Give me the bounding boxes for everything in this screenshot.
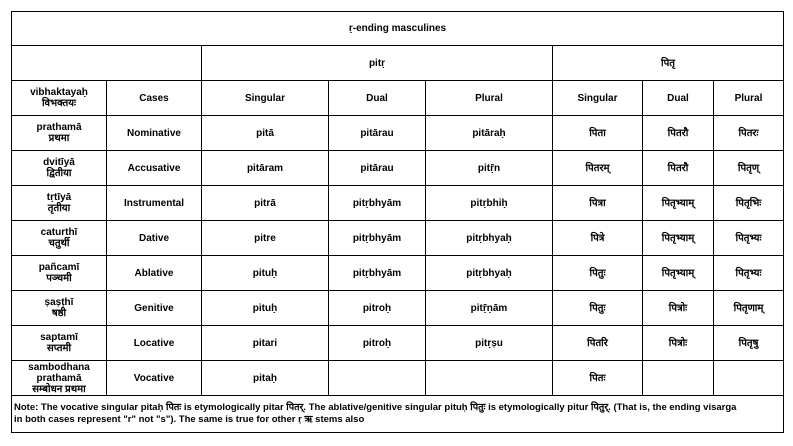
case-name-devanagari: पञ्चमी — [46, 273, 72, 284]
form-plural-latin: pitṛbhiḥ — [426, 186, 553, 221]
table-row — [12, 326, 784, 361]
case-name-devanagari: द्वितीया — [46, 168, 72, 179]
empty-cell — [643, 361, 714, 396]
form-dual-latin: pitārau — [329, 151, 426, 186]
form-singular-devanagari: पित्रा — [553, 186, 643, 221]
case-label: Accusative — [107, 151, 202, 186]
form-singular-latin: pitrā — [202, 186, 329, 221]
stem-header-devanagari: पितृ — [553, 46, 784, 81]
empty-cell — [426, 361, 553, 396]
case-name-latin: ṣaṣṭhī — [44, 297, 74, 308]
form-dual-devanagari: पितृभ्याम् — [643, 186, 714, 221]
form-dual-latin: pitārau — [329, 116, 426, 151]
footnote — [12, 396, 784, 433]
form-plural-latin: pitṝṇām — [426, 291, 553, 326]
case-label: Genitive — [107, 291, 202, 326]
footnote-line: in both cases represent "r" not "s"). The same is true for other ṛ ऋ stems also — [14, 414, 365, 425]
case-name-latin: tṛtīyā — [46, 192, 72, 203]
plural-header-devanagari: Plural — [714, 81, 784, 116]
declension-table-container — [11, 11, 784, 433]
form-plural-devanagari: पितृषु — [714, 326, 784, 361]
case-name-devanagari: चतुर्थी — [48, 238, 70, 249]
plural-header-latin: Plural — [426, 81, 553, 116]
form-singular-latin: pitā — [202, 116, 329, 151]
form-plural-devanagari: पितृणाम् — [714, 291, 784, 326]
case-name-cell — [12, 221, 107, 256]
case-label: Vocative — [107, 361, 202, 396]
form-singular-devanagari: पितुः — [553, 256, 643, 291]
form-plural-devanagari: पितृभ्यः — [714, 256, 784, 291]
dual-header-latin: Dual — [329, 81, 426, 116]
table-title: ṛ-ending masculines — [12, 12, 784, 46]
stem-header-latin: pitṛ — [202, 46, 553, 81]
case-name-cell — [12, 291, 107, 326]
form-dual-devanagari: पितृभ्याम् — [643, 221, 714, 256]
form-plural-latin: pitāraḥ — [426, 116, 553, 151]
case-name-cell — [12, 361, 107, 396]
form-singular-latin: pitari — [202, 326, 329, 361]
form-singular-devanagari: पितुः — [553, 291, 643, 326]
case-name-cell — [12, 186, 107, 221]
form-singular-latin: pituḥ — [202, 291, 329, 326]
case-name-cell — [12, 151, 107, 186]
form-dual-devanagari: पित्रोः — [643, 326, 714, 361]
declension-table — [11, 11, 784, 433]
case-name-latin: saptamī — [40, 332, 78, 343]
form-dual-latin: pitroḥ — [329, 291, 426, 326]
case-name-cell — [12, 326, 107, 361]
case-name-cell — [12, 116, 107, 151]
column-header-row — [12, 81, 784, 116]
case-name-latin: prathamā — [36, 122, 82, 133]
case-name-devanagari: तृतीया — [47, 203, 71, 214]
vibhakti-header-latin: vibhaktayaḥ — [30, 87, 88, 98]
table-row — [12, 291, 784, 326]
form-plural-latin: pitṛbhyaḥ — [426, 221, 553, 256]
form-dual-devanagari: पितृभ्याम् — [643, 256, 714, 291]
case-name-cell — [12, 256, 107, 291]
form-dual-latin: pitṛbhyām — [329, 221, 426, 256]
form-singular-devanagari: पितः — [553, 361, 643, 396]
empty-cell — [329, 361, 426, 396]
vibhakti-header-devanagari: विभक्तयः — [41, 98, 77, 109]
vibhakti-header — [12, 81, 107, 116]
form-plural-devanagari: पितृभ्यः — [714, 221, 784, 256]
table-row — [12, 151, 784, 186]
table-row — [12, 221, 784, 256]
case-label: Instrumental — [107, 186, 202, 221]
case-name-latin: prathamā — [36, 372, 82, 384]
form-dual-devanagari: पितरौ — [643, 151, 714, 186]
case-label: Nominative — [107, 116, 202, 151]
form-singular-devanagari: पितरि — [553, 326, 643, 361]
table-row — [12, 256, 784, 291]
case-name-latin: caturthī — [40, 227, 78, 238]
case-name-latin: dvitīyā — [43, 157, 75, 168]
form-dual-latin: pitroḥ — [329, 326, 426, 361]
footnote-line: Note: The vocative singular pitaḥ पितः is etymologically pitar पितर्. The ablative/genitive singular pituḥ पितुः is etymologically pitur पितुर्. (That is, the ending visarga — [14, 402, 737, 413]
form-singular-latin: pituḥ — [202, 256, 329, 291]
form-singular-devanagari: पिता — [553, 116, 643, 151]
case-label: Locative — [107, 326, 202, 361]
case-name-devanagari: सम्बोधन प्रथमा — [32, 383, 86, 395]
form-singular-latin: pitaḥ — [202, 361, 329, 396]
form-singular-latin: pitre — [202, 221, 329, 256]
cases-header: Cases — [107, 81, 202, 116]
case-name-devanagari: षष्ठी — [51, 308, 67, 319]
form-singular-devanagari: पितरम् — [553, 151, 643, 186]
empty-header-cell — [12, 46, 202, 81]
singular-header-devanagari: Singular — [553, 81, 643, 116]
table-row — [12, 186, 784, 221]
case-name-latin: pañcamī — [38, 262, 80, 273]
case-label: Ablative — [107, 256, 202, 291]
case-name-devanagari: प्रथमा — [48, 133, 70, 144]
vocative-row — [12, 361, 784, 396]
table-row — [12, 116, 784, 151]
singular-header-latin: Singular — [202, 81, 329, 116]
form-singular-latin: pitāram — [202, 151, 329, 186]
case-label: Dative — [107, 221, 202, 256]
case-name-devanagari: सप्तमी — [46, 343, 72, 354]
form-plural-latin: pitṛṣu — [426, 326, 553, 361]
form-dual-devanagari: पित्रोः — [643, 291, 714, 326]
form-plural-latin: pitṝn — [426, 151, 553, 186]
form-plural-latin: pitṛbhyaḥ — [426, 256, 553, 291]
form-plural-devanagari: पितृभिः — [714, 186, 784, 221]
case-name-latin: sambodhana — [28, 361, 90, 373]
form-dual-latin: pitṛbhyām — [329, 186, 426, 221]
form-plural-devanagari: पितरः — [714, 116, 784, 151]
empty-cell — [714, 361, 784, 396]
form-dual-devanagari: पितरौ — [643, 116, 714, 151]
dual-header-devanagari: Dual — [643, 81, 714, 116]
form-plural-devanagari: पितृण् — [714, 151, 784, 186]
form-singular-devanagari: पित्रे — [553, 221, 643, 256]
form-dual-latin: pitṛbhyām — [329, 256, 426, 291]
